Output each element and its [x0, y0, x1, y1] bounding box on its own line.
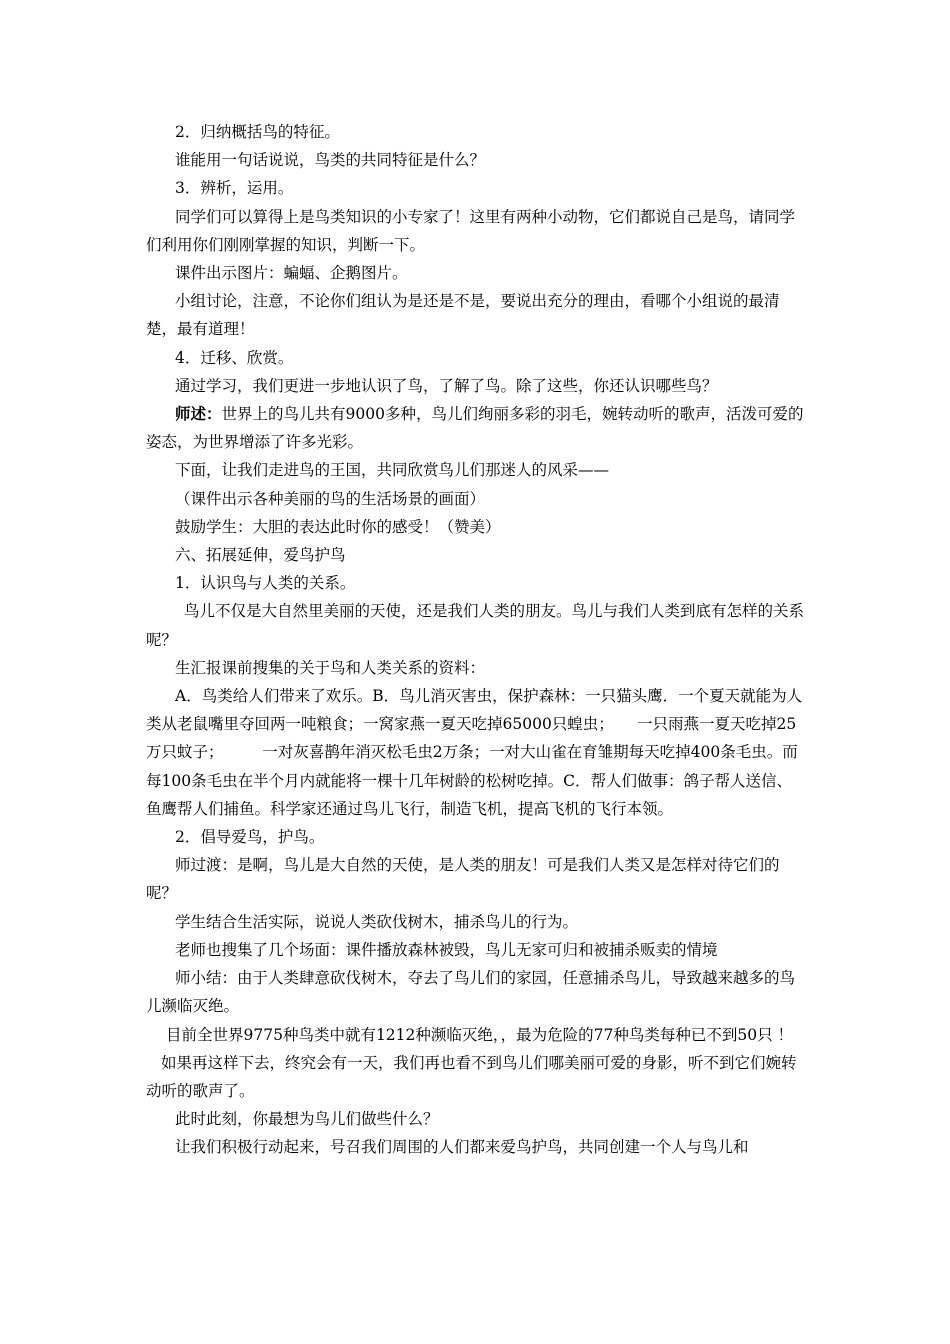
- paragraph: 通过学习，我们更进一步地认识了鸟，了解了鸟。除了这些，你还认识哪些鸟？: [175, 376, 718, 395]
- paragraph: 课件出示图片：蝙蝠、企鹅图片。: [175, 264, 408, 283]
- paragraph-bird-facts: A．鸟类给人们带来了欢乐。B．鸟儿消灭害虫，保护森林：一只猫头鹰．一个夏天就能为人类从老鼠嘴里夺回两一吨粮食；一窝家燕一夏天吃掉65000只蝗虫； 一只雨燕一夏天吃掉25万只蚊子； 一对灰喜鹊年消灭松毛虫2万条；一对大山雀在育雏期每天吃掉400条毛虫。而每100条毛虫在半个月内就能将一棵十几年树龄的松树吃掉。C．帮人们做事：鸽子帮人送信、鱼鹰帮人们捕鱼。科学家还通过鸟儿飞行，制造飞机，提高飞机的飞行本领。: [146, 687, 803, 818]
- section-heading-4: 4．迁移、欣赏。: [175, 348, 294, 367]
- paragraph: 师过渡：是啊，鸟儿是大自然的天使，是人类的朋友！可是我们人类又是怎样对待它们的呢？: [146, 856, 780, 903]
- paragraph: 此时此刻，你最想为鸟儿们做些什么？: [175, 1110, 439, 1129]
- paragraph: 下面，让我们走进鸟的王国，共同欣赏鸟儿们那迷人的风采——: [175, 461, 610, 480]
- paragraph: 鼓励学生：大胆的表达此时你的感受！（赞美）: [175, 517, 501, 536]
- speaker-label: 师述：: [175, 404, 222, 424]
- document-page: [146, 118, 806, 1162]
- paragraph: （课件出示各种美丽的鸟的生活场景的画面）: [175, 489, 486, 508]
- paragraph: 老师也搜集了几个场面：课件播放森林被毁，鸟儿无家可归和被捕杀贩卖的情境: [175, 940, 718, 959]
- paragraph-teacher-narration: [146, 400, 806, 456]
- section-heading-2: 2．归纳概括鸟的特征。: [175, 123, 340, 141]
- paragraph: 生汇报课前搜集的关于鸟和人类关系的资料：: [175, 658, 486, 677]
- section-heading-1: 1．认识鸟与人类的关系。: [175, 574, 356, 593]
- paragraph: 同学们可以算得上是鸟类知识的小专家了！这里有两种小动物，它们都说自己是鸟，请同学们利用你们刚刚掌握的知识，判断一下。: [146, 207, 796, 254]
- paragraph: 谁能用一句话说说，鸟类的共同特征是什么？: [175, 151, 486, 170]
- paragraph: 小组讨论，注意，不论你们组认为是还是不是，要说出充分的理由，看哪个小组说的最清楚，最有道理！: [146, 292, 780, 339]
- paragraph: 让我们积极行动起来，号召我们周围的人们都来爱鸟护鸟，共同创建一个人与鸟儿和: [175, 1138, 749, 1157]
- paragraph: 如果再这样下去，终究会有一天，我们再也看不到鸟儿们哪美丽可爱的身影，听不到它们婉转动听的歌声了。: [146, 1053, 797, 1100]
- paragraph: 鸟儿不仅是大自然里美丽的天使，还是我们人类的朋友。鸟儿与我们人类到底有怎样的关系呢？: [146, 602, 805, 649]
- paragraph: 师小结：由于人类肆意砍伐树木，夺去了鸟儿们的家园，任意捕杀鸟儿，导致越来越多的鸟儿濒临灭绝。: [146, 969, 796, 1016]
- chapter-heading-6: 六、拓展延伸，爱鸟护鸟: [175, 546, 346, 565]
- section-heading-3: 3．辨析，运用。: [175, 179, 294, 198]
- paragraph: 学生结合生活实际，说说人类砍伐树木，捕杀鸟儿的行为。: [175, 912, 579, 931]
- section-heading-2b: 2．倡导爱鸟，护鸟。: [175, 828, 325, 847]
- narration-text: 世界上的鸟儿共有9000多种，鸟儿们绚丽多彩的羽毛，婉转动听的歌声，活泼可爱的姿态，为世界增添了许多光彩。: [146, 405, 804, 452]
- paragraph: 目前全世界9775种鸟类中就有1212种濒临灭绝，，最为危险的77种鸟类每种已不到50只 ！: [166, 1025, 794, 1044]
